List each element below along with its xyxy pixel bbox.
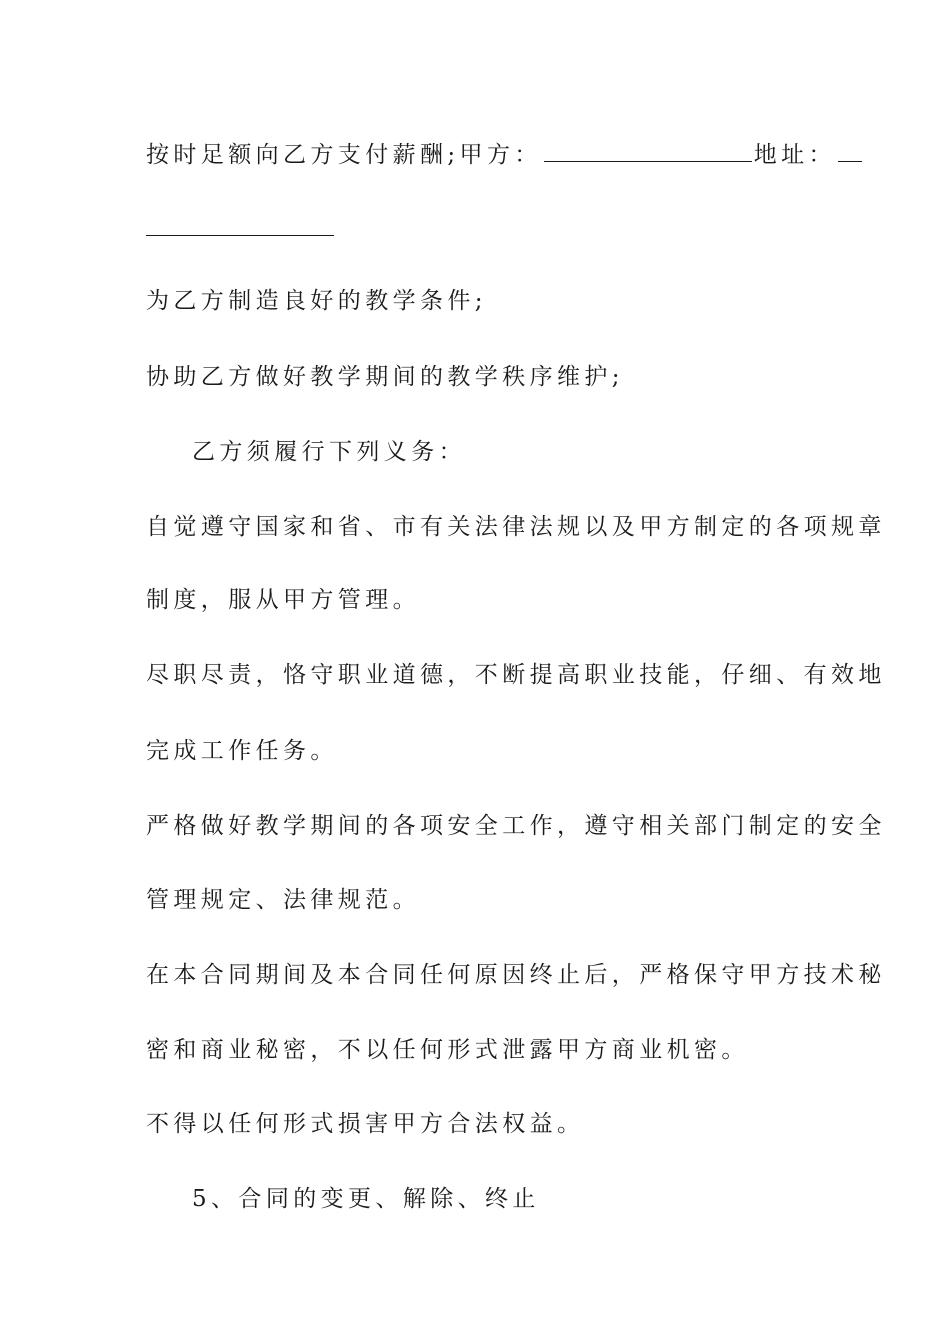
section-heading-contract-change: 5、合同的变更、解除、终止 [192, 1186, 540, 1212]
paragraph-line-3: 协助乙方做好教学期间的教学秩序维护; [146, 364, 624, 390]
paragraph-line-10: 管理规定、法律规范。 [146, 887, 420, 913]
address-blank[interactable] [838, 141, 862, 162]
party-a-blank[interactable] [544, 141, 752, 162]
paragraph-line-1 [146, 140, 864, 170]
paragraph-line-11: 在本合同期间及本合同任何原因终止后，严格保守甲方技术秘 [146, 962, 886, 988]
paragraph-line-8: 完成工作任务。 [146, 738, 338, 764]
paragraph-line-2: 为乙方制造良好的教学条件; [146, 288, 487, 314]
payment-clause-text: 按时足额向乙方支付薪酬;甲方： [146, 142, 542, 168]
paragraph-line-12: 密和商业秘密，不以任何形式泄露甲方商业机密。 [146, 1037, 749, 1063]
paragraph-line-9: 严格做好教学期间的各项安全工作，遵守相关部门制定的安全 [146, 813, 886, 839]
address-blank-continuation[interactable] [146, 235, 334, 236]
paragraph-line-7: 尽职尽责，恪守职业道德，不断提高职业技能，仔细、有效地 [146, 662, 886, 688]
address-label: 地址： [753, 142, 836, 168]
paragraph-line-5: 自觉遵守国家和省、市有关法律法规以及甲方制定的各项规章 [146, 514, 886, 540]
paragraph-line-13: 不得以任何形式损害甲方合法权益。 [146, 1111, 585, 1137]
paragraph-line-6: 制度，服从甲方管理。 [146, 587, 420, 613]
section-heading-obligations: 乙方须履行下列义务： [192, 439, 466, 465]
